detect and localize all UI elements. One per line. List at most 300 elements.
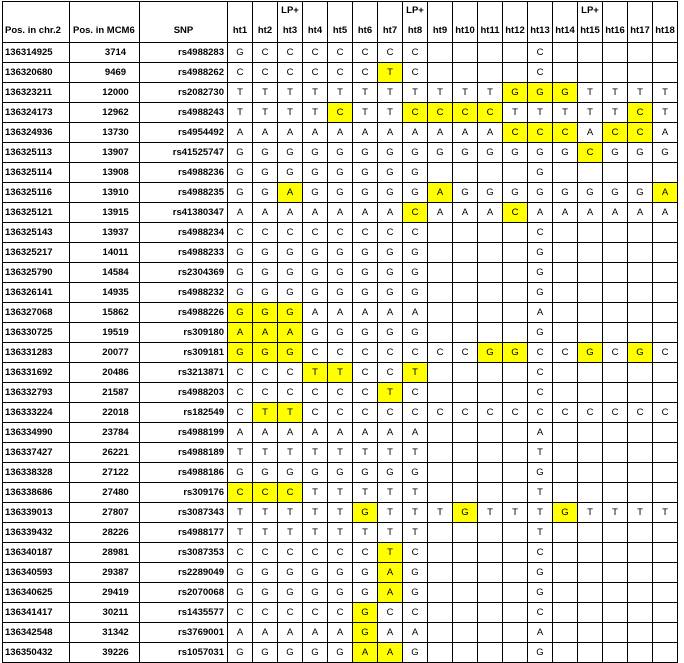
allele-cell-highlighted: A [378,583,403,603]
allele-cell: T [228,103,253,123]
table-row [3,283,678,303]
allele-cell: C [528,543,553,563]
lp-plus-cell [228,2,253,20]
allele-cell: C [353,363,378,383]
allele-cell [628,543,653,563]
table-row [3,463,678,483]
allele-cell-highlighted: G [278,343,303,363]
pos-chr2-cell: 136325116 [3,183,70,203]
allele-cell: T [253,523,278,543]
allele-cell: G [228,563,253,583]
allele-cell: G [428,143,453,163]
allele-cell: A [303,423,328,443]
allele-cell: T [353,483,378,503]
allele-cell: G [228,463,253,483]
allele-cell: T [353,523,378,543]
allele-cell: T [303,483,328,503]
allele-cell-highlighted: C [278,483,303,503]
allele-cell: T [603,503,628,523]
allele-cell [628,163,653,183]
allele-cell: A [628,203,653,223]
allele-cell: C [278,543,303,563]
table-row [3,583,678,603]
allele-cell: T [403,483,428,503]
pos-chr2-cell: 136339013 [3,503,70,523]
allele-cell: C [253,603,278,623]
allele-cell: A [353,423,378,443]
table-row [3,443,678,463]
allele-cell [453,383,478,403]
allele-cell: G [478,183,503,203]
allele-cell: C [328,223,353,243]
allele-cell: T [253,103,278,123]
allele-cell [628,283,653,303]
allele-cell [503,303,528,323]
allele-cell: T [378,83,403,103]
allele-cell [653,643,678,663]
allele-cell: G [578,183,603,203]
allele-cell: T [278,103,303,123]
allele-cell [653,603,678,623]
allele-cell: G [228,163,253,183]
allele-cell [478,523,503,543]
snp-id-cell: rs2289049 [140,563,228,583]
allele-cell: G [378,463,403,483]
pos-chr2-cell: 136342548 [3,623,70,643]
header-pos-chr2: Pos. in chr.2 [3,20,70,43]
allele-cell: G [278,283,303,303]
allele-cell-highlighted: C [503,203,528,223]
lp-plus-cell [503,2,528,20]
allele-cell: A [303,123,328,143]
table-row [3,403,678,423]
allele-cell [503,463,528,483]
allele-cell: C [528,403,553,423]
pos-mcm6-cell: 14011 [70,243,140,263]
lp-plus-cell [603,2,628,20]
allele-cell: C [353,343,378,363]
allele-cell: G [378,283,403,303]
snp-id-cell: rs4988177 [140,523,228,543]
allele-cell: A [603,203,628,223]
allele-cell: A [553,203,578,223]
allele-cell [603,163,628,183]
allele-cell [503,623,528,643]
snp-id-cell: rs4988186 [140,463,228,483]
allele-cell: A [278,423,303,443]
allele-cell: T [228,523,253,543]
allele-cell [603,383,628,403]
allele-cell: C [403,603,428,623]
pos-mcm6-cell: 13730 [70,123,140,143]
snp-id-cell: rs4988236 [140,163,228,183]
allele-cell [503,223,528,243]
allele-cell: C [253,223,278,243]
allele-cell-highlighted: A [278,323,303,343]
allele-cell: A [378,423,403,443]
allele-cell: A [653,123,678,143]
pos-mcm6-cell: 28226 [70,523,140,543]
allele-cell: C [653,403,678,423]
allele-cell [453,283,478,303]
allele-cell: G [353,323,378,343]
header-row-lp [3,2,678,20]
allele-cell: G [253,163,278,183]
header-haplotype: ht15 [578,20,603,43]
allele-cell-highlighted: G [353,603,378,623]
pos-mcm6-cell: 30211 [70,603,140,623]
allele-cell: C [553,403,578,423]
allele-cell: C [378,43,403,63]
allele-cell: T [378,103,403,123]
allele-cell: A [353,303,378,323]
allele-cell: G [253,463,278,483]
table-row [3,83,678,103]
allele-cell: C [453,343,478,363]
allele-cell: A [253,203,278,223]
allele-cell: G [403,243,428,263]
allele-cell: G [303,163,328,183]
haplotype-table [2,1,678,663]
allele-cell [653,363,678,383]
allele-cell: A [303,303,328,323]
allele-cell: A [328,123,353,143]
allele-cell [428,383,453,403]
allele-cell: C [578,403,603,423]
allele-cell: G [403,323,428,343]
allele-cell [428,43,453,63]
allele-cell: G [353,183,378,203]
allele-cell [553,603,578,623]
allele-cell [603,323,628,343]
snp-id-cell: rs4988233 [140,243,228,263]
snp-id-cell: rs4988199 [140,423,228,443]
allele-cell [478,443,503,463]
lp-plus-cell: LP+ [578,2,603,20]
allele-cell: A [278,203,303,223]
allele-cell [578,603,603,623]
allele-cell [603,463,628,483]
header-haplotype: ht3 [278,20,303,43]
pos-mcm6-cell: 21587 [70,383,140,403]
lp-plus-cell [303,2,328,20]
allele-cell: G [403,563,428,583]
table-row [3,323,678,343]
allele-cell: T [403,443,428,463]
allele-cell: A [353,203,378,223]
pos-chr2-cell: 136325113 [3,143,70,163]
allele-cell: G [403,643,428,663]
allele-cell: A [228,623,253,643]
allele-cell: C [278,223,303,243]
allele-cell: C [228,363,253,383]
allele-cell: C [228,603,253,623]
allele-cell: C [253,363,278,383]
allele-cell [553,223,578,243]
allele-cell: G [353,143,378,163]
allele-cell [603,243,628,263]
allele-cell [628,63,653,83]
allele-cell [628,243,653,263]
allele-cell: G [603,143,628,163]
allele-cell [603,543,628,563]
allele-cell [503,543,528,563]
allele-cell: C [328,43,353,63]
pos-mcm6-cell: 13910 [70,183,140,203]
allele-cell: T [428,83,453,103]
pos-chr2-cell: 136323211 [3,83,70,103]
table-row [3,223,678,243]
allele-cell: G [303,183,328,203]
allele-cell [478,383,503,403]
pos-mcm6-cell: 28981 [70,543,140,563]
allele-cell: C [353,403,378,423]
snp-id-cell: rs4988232 [140,283,228,303]
allele-cell: T [378,483,403,503]
allele-cell: G [353,463,378,483]
allele-cell: G [328,563,353,583]
allele-cell [428,423,453,443]
allele-cell [553,263,578,283]
allele-cell: G [528,463,553,483]
allele-cell: T [528,103,553,123]
allele-cell [578,383,603,403]
allele-cell: T [303,523,328,543]
allele-cell [578,63,603,83]
allele-cell: C [378,223,403,243]
allele-cell-highlighted: C [628,123,653,143]
table-row [3,543,678,563]
allele-cell: G [378,163,403,183]
pos-chr2-cell: 136341417 [3,603,70,623]
allele-cell: C [603,403,628,423]
allele-cell: G [253,243,278,263]
allele-cell [578,303,603,323]
allele-cell: C [278,603,303,623]
header-haplotype: ht16 [603,20,628,43]
allele-cell: T [578,503,603,523]
allele-cell [428,563,453,583]
allele-cell [578,483,603,503]
header-haplotype: ht4 [303,20,328,43]
allele-cell [428,583,453,603]
allele-cell: C [253,543,278,563]
pos-mcm6-cell: 39226 [70,643,140,663]
allele-cell: C [353,63,378,83]
allele-cell [578,323,603,343]
allele-cell: A [278,123,303,143]
pos-chr2-cell: 136333224 [3,403,70,423]
allele-cell: T [303,443,328,463]
table-row [3,203,678,223]
snp-id-cell: rs3769001 [140,623,228,643]
table-row [3,383,678,403]
allele-cell: A [253,623,278,643]
allele-cell: A [378,203,403,223]
allele-cell: T [528,503,553,523]
allele-cell [478,603,503,623]
allele-cell: G [528,163,553,183]
allele-cell: C [253,383,278,403]
lp-plus-cell: LP+ [403,2,428,20]
lp-plus-cell [453,2,478,20]
allele-cell-highlighted: G [503,83,528,103]
table-row [3,103,678,123]
allele-cell-highlighted: G [353,503,378,523]
allele-cell [453,443,478,463]
allele-cell: T [603,83,628,103]
allele-cell [553,543,578,563]
allele-cell: C [528,603,553,623]
allele-cell: A [278,623,303,643]
allele-cell: G [528,583,553,603]
allele-cell: G [278,143,303,163]
allele-cell [453,623,478,643]
allele-cell: G [328,183,353,203]
pos-chr2-cell: 136325121 [3,203,70,223]
allele-cell: T [503,503,528,523]
allele-cell: C [328,403,353,423]
allele-cell [653,583,678,603]
lp-plus-cell [428,2,453,20]
allele-cell [553,383,578,403]
pos-mcm6-cell: 20077 [70,343,140,363]
allele-cell [578,363,603,383]
allele-cell [628,363,653,383]
allele-cell: C [403,543,428,563]
allele-cell: T [628,503,653,523]
allele-cell [653,303,678,323]
allele-cell [603,283,628,303]
allele-cell: T [353,103,378,123]
allele-cell: A [303,203,328,223]
allele-cell: C [503,403,528,423]
allele-cell [503,323,528,343]
header-haplotype: ht17 [628,20,653,43]
allele-cell: G [628,143,653,163]
pos-chr2-cell: 136332793 [3,383,70,403]
allele-cell: C [303,63,328,83]
allele-cell: A [328,623,353,643]
allele-cell: C [553,343,578,363]
pos-chr2-cell: 136320680 [3,63,70,83]
allele-cell: G [328,143,353,163]
allele-cell-highlighted: C [603,123,628,143]
allele-cell [428,543,453,563]
allele-cell [603,263,628,283]
allele-cell: C [378,403,403,423]
allele-cell: T [603,103,628,123]
allele-cell [653,283,678,303]
allele-cell [478,163,503,183]
pos-mcm6-cell: 29419 [70,583,140,603]
allele-cell: G [378,263,403,283]
allele-cell [453,583,478,603]
allele-cell: G [328,283,353,303]
allele-cell-highlighted: C [253,483,278,503]
allele-cell [478,543,503,563]
allele-cell [553,43,578,63]
allele-cell: T [653,503,678,523]
allele-cell [503,263,528,283]
pos-mcm6-cell: 9469 [70,63,140,83]
allele-cell [578,423,603,443]
allele-cell: C [328,63,353,83]
pos-chr2-cell: 136340187 [3,543,70,563]
allele-cell: C [328,543,353,563]
pos-mcm6-cell: 22018 [70,403,140,423]
allele-cell [453,303,478,323]
allele-cell: C [253,63,278,83]
allele-cell-highlighted: G [353,623,378,643]
allele-cell [578,463,603,483]
allele-cell [428,463,453,483]
snp-id-cell: rs41380347 [140,203,228,223]
allele-cell: T [578,83,603,103]
allele-cell [478,243,503,263]
allele-cell [553,623,578,643]
allele-cell: C [303,403,328,423]
allele-cell: T [578,103,603,123]
allele-cell: T [478,503,503,523]
allele-cell: A [578,203,603,223]
allele-cell: A [403,423,428,443]
allele-cell [553,423,578,443]
allele-cell: T [378,443,403,463]
lp-plus-cell [653,2,678,20]
allele-cell [628,563,653,583]
allele-cell: G [228,143,253,163]
pos-chr2-cell: 136326141 [3,283,70,303]
allele-cell [628,423,653,443]
snp-id-cell: rs182549 [140,403,228,423]
table-row [3,483,678,503]
allele-cell [503,43,528,63]
allele-cell [553,563,578,583]
allele-cell [478,363,503,383]
header-haplotype: ht1 [228,20,253,43]
allele-cell [503,243,528,263]
allele-cell [603,423,628,443]
pos-mcm6-cell: 23784 [70,423,140,443]
allele-cell [603,363,628,383]
pos-mcm6-cell: 27807 [70,503,140,523]
pos-mcm6-cell: 12962 [70,103,140,123]
allele-cell [453,263,478,283]
allele-cell [503,63,528,83]
snp-id-cell: rs309176 [140,483,228,503]
allele-cell [628,483,653,503]
allele-cell [578,643,603,663]
allele-cell: A [228,203,253,223]
allele-cell-highlighted: G [253,303,278,323]
allele-cell [428,303,453,323]
pos-mcm6-cell: 13915 [70,203,140,223]
allele-cell [478,643,503,663]
snp-id-cell: rs309180 [140,323,228,343]
allele-cell [628,383,653,403]
allele-cell: T [278,523,303,543]
allele-cell: A [528,303,553,323]
allele-cell-highlighted: A [378,643,403,663]
allele-cell: G [278,563,303,583]
allele-cell [653,423,678,443]
pos-mcm6-cell: 19519 [70,323,140,343]
allele-cell [478,623,503,643]
allele-cell-highlighted: A [378,563,403,583]
allele-cell: G [403,143,428,163]
allele-cell [453,223,478,243]
